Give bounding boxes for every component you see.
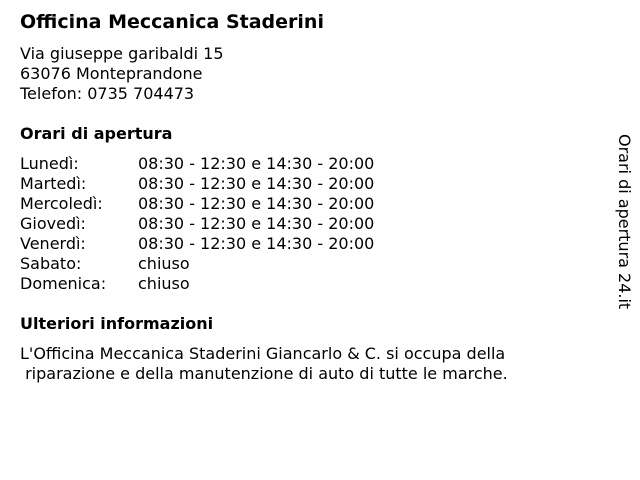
- business-name: Officina Meccanica Staderini: [20, 11, 324, 33]
- day-label: Venerdì:: [20, 234, 86, 253]
- day-hours: 08:30 - 12:30 e 14:30 - 20:00: [138, 174, 375, 193]
- day-hours: chiuso: [138, 254, 190, 273]
- hours-row-thursday: [20, 214, 440, 234]
- hours-row-sunday: [20, 274, 440, 294]
- hours-row-tuesday: [20, 174, 440, 194]
- address-city: 63076 Monteprandone: [20, 64, 203, 83]
- more-info-heading: Ulteriori informazioni: [20, 314, 214, 333]
- day-label: Sabato:: [20, 254, 82, 273]
- day-hours: 08:30 - 12:30 e 14:30 - 20:00: [138, 234, 375, 253]
- address-street: Via giuseppe garibaldi 15: [20, 44, 224, 63]
- hours-row-wednesday: [20, 194, 440, 214]
- opening-hours-table: [20, 154, 440, 294]
- day-hours: 08:30 - 12:30 e 14:30 - 20:00: [138, 194, 375, 213]
- hours-row-saturday: [20, 254, 440, 274]
- day-label: Lunedì:: [20, 154, 79, 173]
- day-hours: 08:30 - 12:30 e 14:30 - 20:00: [138, 154, 375, 173]
- day-hours: 08:30 - 12:30 e 14:30 - 20:00: [138, 214, 375, 233]
- site-brand-vertical: [614, 134, 634, 314]
- day-label: Martedì:: [20, 174, 87, 193]
- description-line: riparazione e della manutenzione di auto di tutte le marche.: [20, 364, 508, 383]
- more-info-description: [20, 344, 508, 384]
- hours-row-monday: [20, 154, 440, 174]
- hours-row-friday: [20, 234, 440, 254]
- day-label: Giovedì:: [20, 214, 86, 233]
- site-brand-text: Orari di apertura 24.it: [615, 134, 634, 310]
- phone-number: Telefon: 0735 704473: [20, 84, 195, 103]
- day-label: Mercoledì:: [20, 194, 103, 213]
- day-label: Domenica:: [20, 274, 107, 293]
- day-hours: chiuso: [138, 274, 190, 293]
- description-line: L'Officina Meccanica Staderini Giancarlo & C. si occupa della: [20, 344, 506, 363]
- opening-hours-heading: Orari di apertura: [20, 124, 173, 143]
- business-contact: [20, 44, 224, 104]
